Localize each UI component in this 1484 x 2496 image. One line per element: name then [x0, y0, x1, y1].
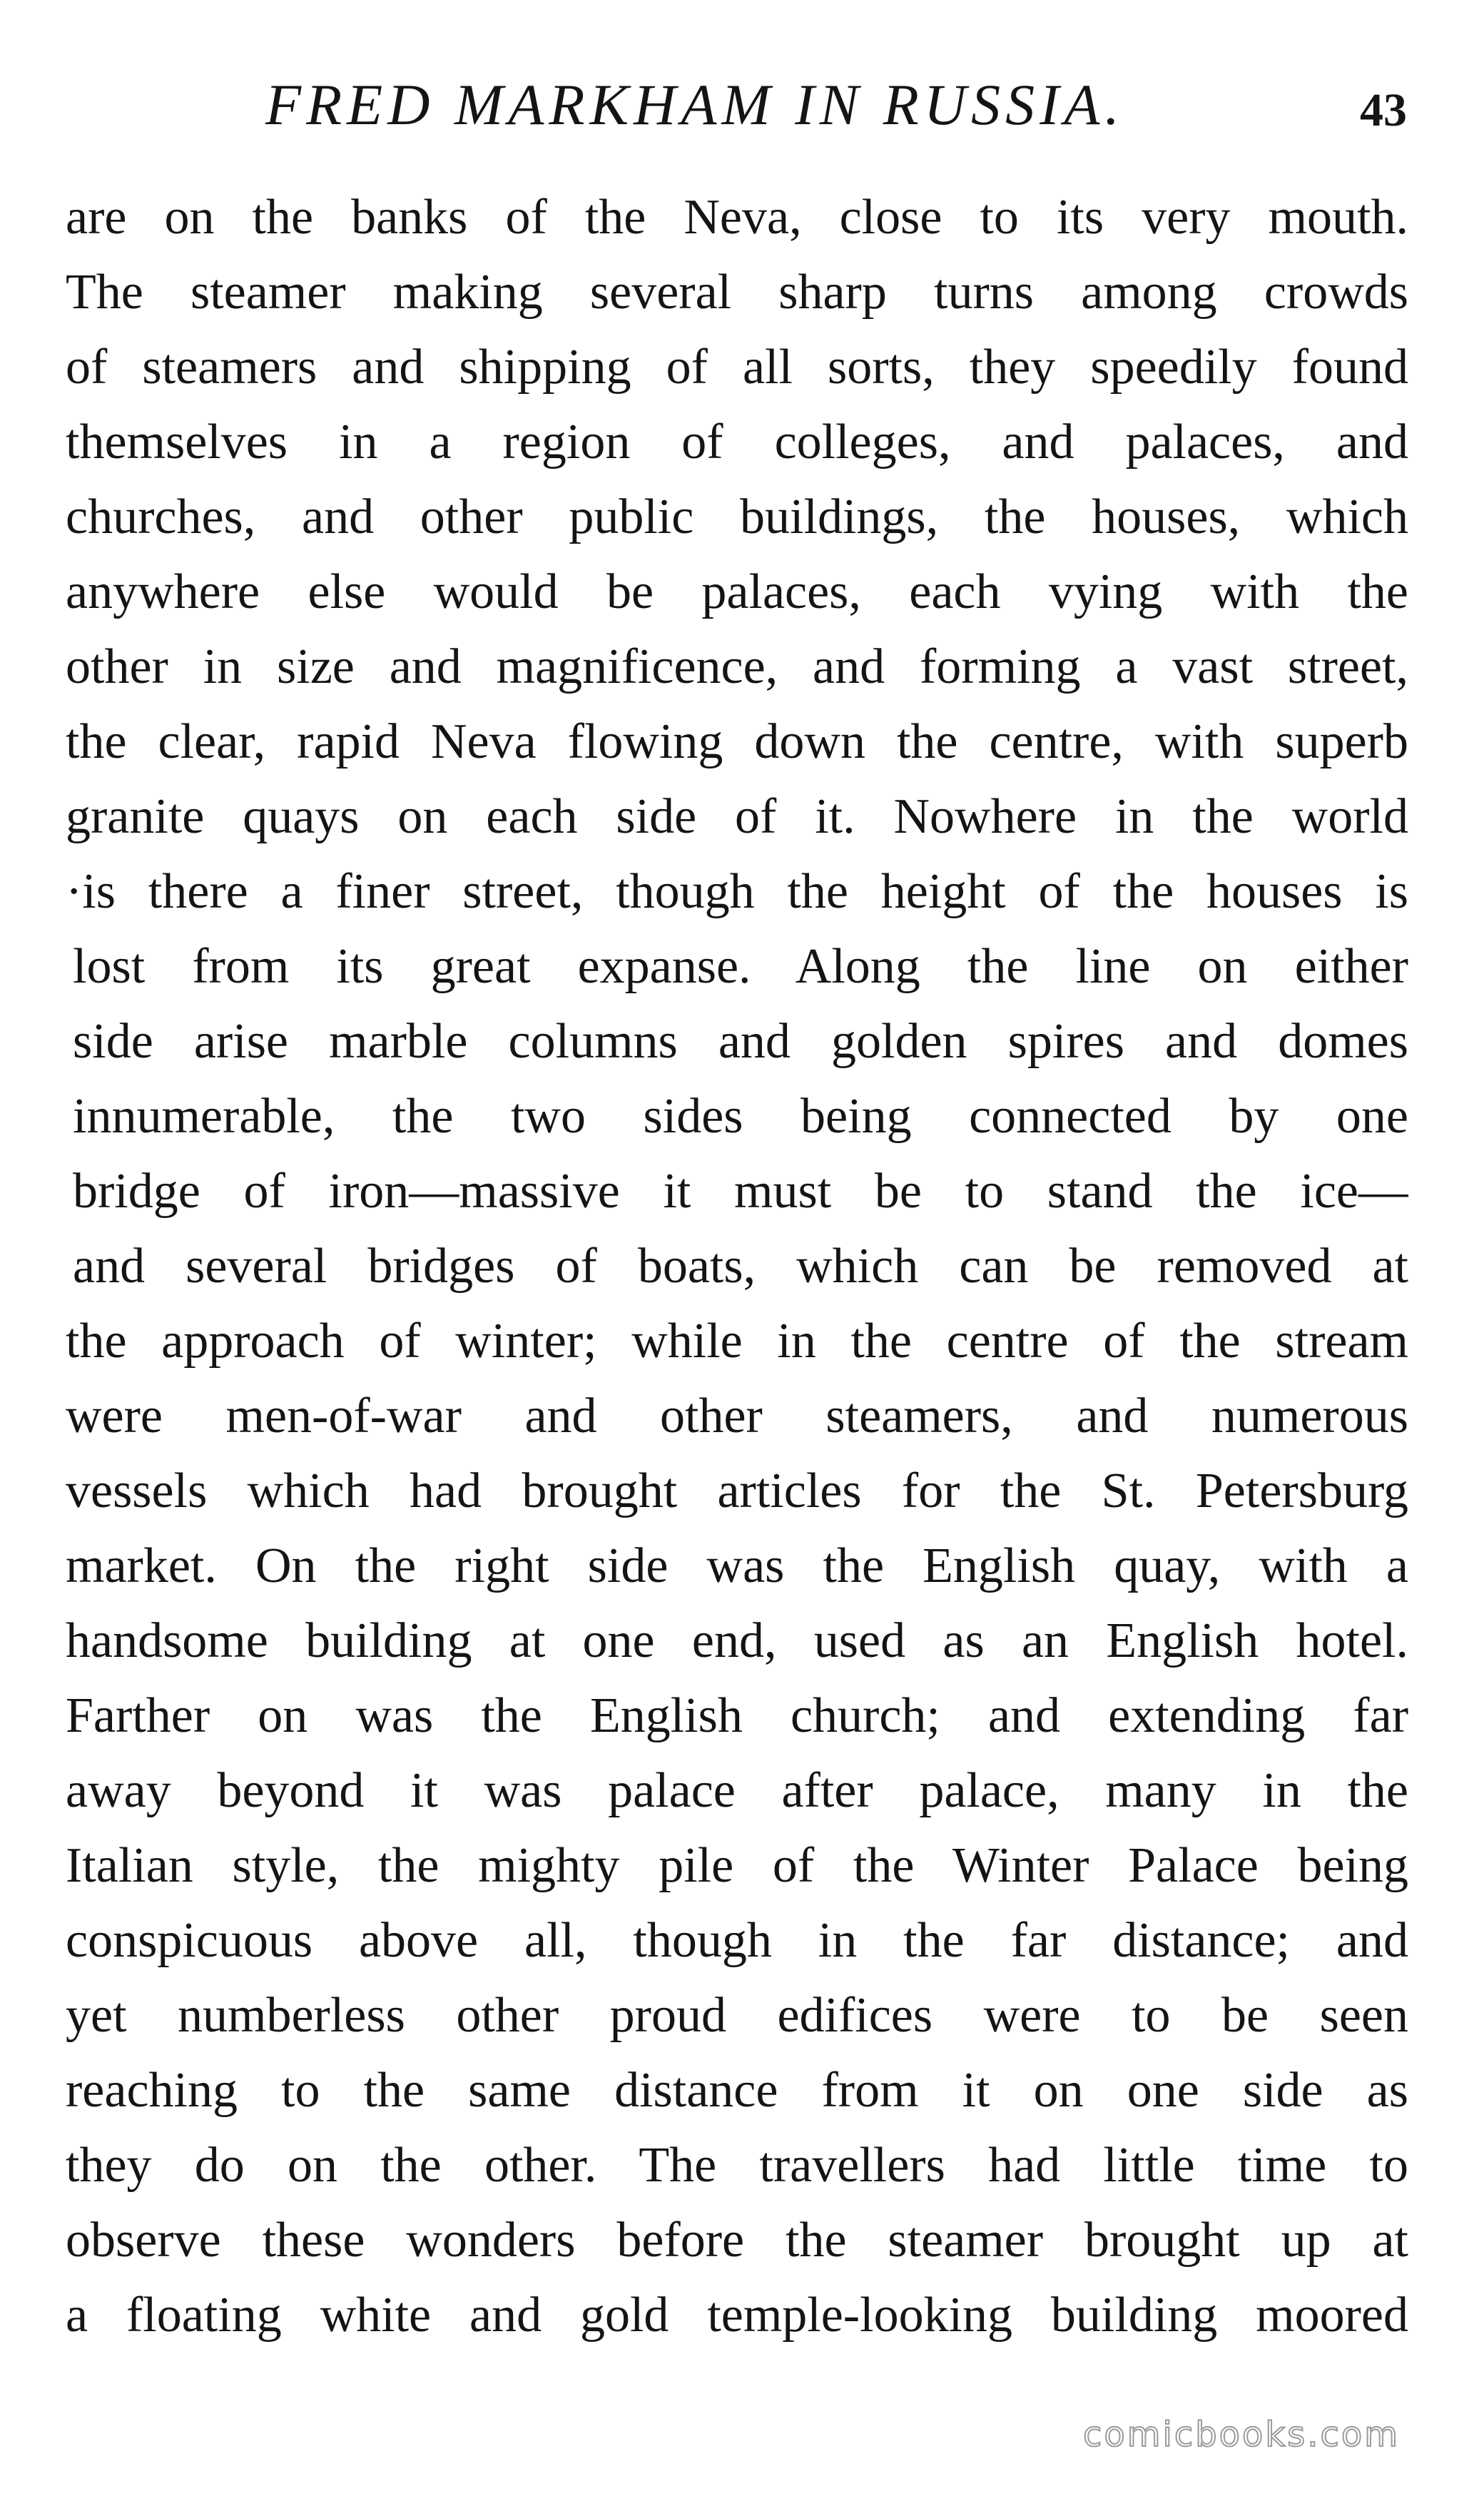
body-text: [66, 180, 1408, 2353]
text-line: Farther on was the English church; and extending far: [66, 1688, 1408, 1743]
text-line: the approach of winter; while in the centre of the stream: [66, 1314, 1408, 1369]
text-line: market. On the right side was the English quay, with a: [66, 1538, 1408, 1593]
watermark: comicbooks.com: [1082, 2415, 1400, 2455]
text-line: and several bridges of boats, which can be removed at: [73, 1239, 1408, 1294]
text-line: vessels which had brought articles for the St. Petersburg: [66, 1463, 1408, 1518]
text-line: reaching to the same distance from it on one side as: [66, 2063, 1408, 2118]
text-line: innumerable, the two sides being connected by one: [73, 1089, 1408, 1144]
text-line: they do on the other. The travellers had little time to: [66, 2138, 1408, 2193]
text-line: churches, and other public buildings, the houses, which: [66, 489, 1408, 544]
text-line: away beyond it was palace after palace, many in the: [66, 1763, 1408, 1818]
text-line: bridge of iron—massive it must be to stand the ice—: [73, 1164, 1408, 1219]
text-line: The steamer making several sharp turns among crowds: [66, 265, 1408, 320]
text-line: of steamers and shipping of all sorts, they speedily found: [66, 340, 1408, 395]
text-line: other in size and magnificence, and forming a vast street,: [66, 639, 1408, 694]
text-line: themselves in a region of colleges, and palaces, and: [66, 415, 1408, 470]
text-line: yet numberless other proud edifices were to be seen: [66, 1988, 1408, 2043]
page-number: 43: [1360, 84, 1407, 136]
running-head: [66, 66, 1407, 144]
text-line: the clear, rapid Neva flowing down the centre, with superb: [66, 714, 1408, 769]
text-line: ·is there a finer street, though the height of the houses is: [66, 864, 1408, 919]
text-line: side arise marble columns and golden spires and domes: [73, 1014, 1408, 1069]
text-line: Italian style, the mighty pile of the Winter Palace being: [66, 1838, 1408, 1893]
text-line: a floating white and gold temple-looking building moored: [66, 2288, 1408, 2343]
text-line: conspicuous above all, though in the far distance; and: [66, 1913, 1408, 1968]
text-line: handsome building at one end, used as an English hotel.: [66, 1613, 1408, 1668]
text-line: observe these wonders before the steamer brought up at: [66, 2213, 1408, 2268]
text-line: granite quays on each side of it. Nowhere in the world: [66, 789, 1408, 844]
text-line: are on the banks of the Neva, close to its very mouth.: [66, 190, 1408, 245]
running-title: FRED MARKHAM IN RUSSIA.: [265, 72, 1124, 137]
text-line: were men-of-war and other steamers, and numerous: [66, 1389, 1408, 1444]
text-line: lost from its great expanse. Along the line on either: [73, 939, 1408, 994]
text-line: anywhere else would be palaces, each vying with the: [66, 564, 1408, 619]
